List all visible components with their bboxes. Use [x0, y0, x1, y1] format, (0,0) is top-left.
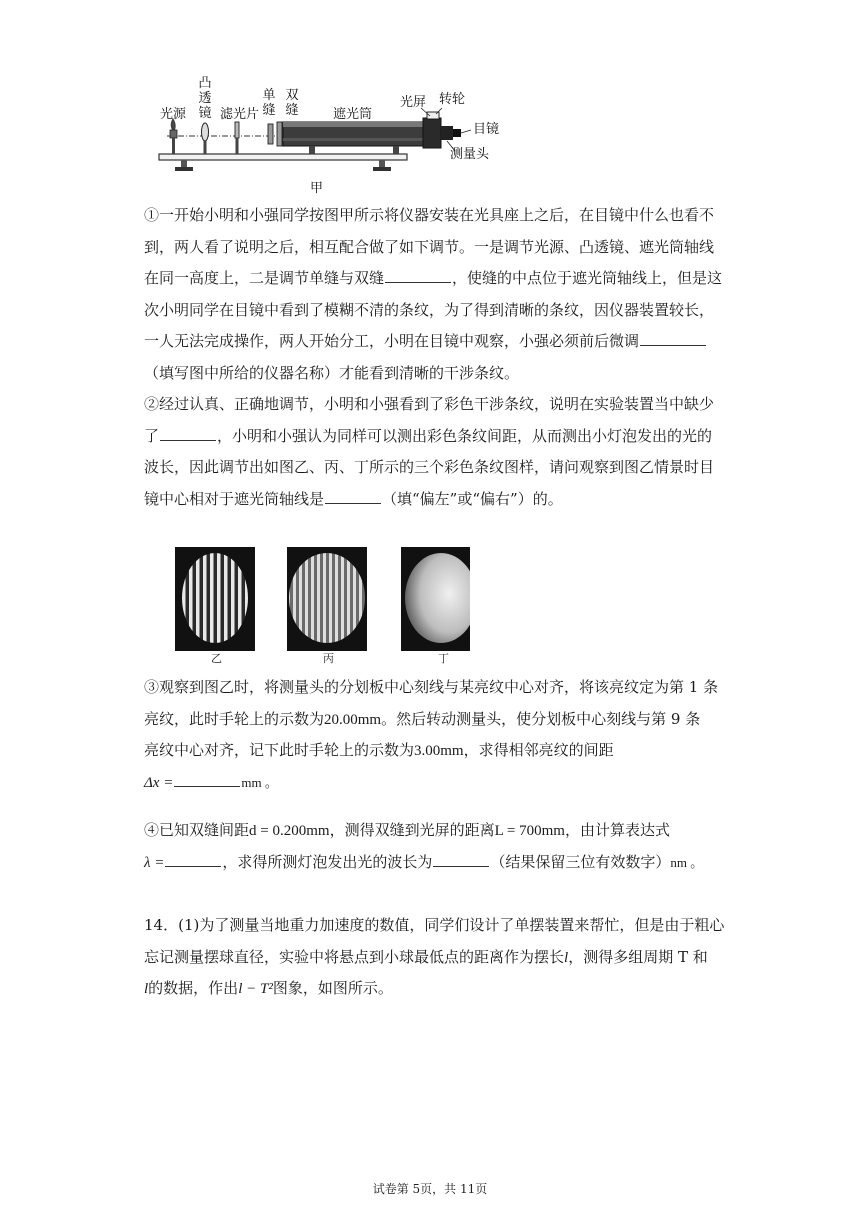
paragraph-1	[144, 200, 724, 389]
text-segment: ，由计算表达式	[564, 821, 670, 839]
text-line: ①一开始小明和小强同学按图甲所示将仪器安装在光具座上之后，在目镜中什么也看不	[144, 206, 715, 224]
text-segment: ，测得双缝到光屏的距离	[329, 821, 495, 839]
text-segment: ，使缝的中点位于遮光筒轴线上，但是这	[452, 269, 723, 287]
answer-blank	[165, 851, 221, 867]
text-line	[144, 942, 724, 974]
unit-mm: mm 。	[241, 774, 278, 790]
figure-jia	[155, 72, 515, 200]
figure-fringes	[170, 545, 470, 665]
answer-blank	[385, 267, 451, 283]
text-line: ②经过认真、正确地调节，小明和小强看到了彩色干涉条纹，说明在实验装置当中缺少	[144, 395, 715, 413]
fringe-image-ding	[401, 545, 470, 653]
text-segment: 的数据，作出	[148, 979, 239, 997]
text-line: 次小明同学在目镜中看到了模糊不清的条纹，为了得到清晰的条纹，因仪器装置较长，	[144, 300, 715, 319]
text-line: 14．(1)为了测量当地重力加速度的数值，同学们设计了单摆装置来帮忙，但是由于粗心	[144, 916, 725, 934]
text-line	[144, 704, 724, 736]
text-segment: （填“偏左”或“偏右”）的。	[382, 489, 563, 508]
answer-blank	[433, 851, 489, 867]
label-convex-lens: 凸透镜	[198, 76, 212, 121]
text-segment: ，求得相邻亮纹的间距	[463, 741, 614, 759]
text-line	[144, 973, 724, 1005]
text-line	[144, 735, 724, 767]
label-single-slit: 单缝	[262, 88, 276, 118]
figure-jia-caption: 甲	[310, 181, 324, 196]
value-reading-2: 3.00mm	[414, 743, 464, 759]
text-line: （填写图中所给的仪器名称）才能看到清晰的干涉条纹。	[144, 363, 520, 382]
symbol-l: l	[144, 981, 149, 997]
caption-yi: 乙	[211, 652, 222, 665]
symbol-l: l	[564, 949, 569, 966]
text-line	[144, 815, 724, 847]
caption-ding: 丁	[438, 652, 449, 665]
text-segment: ④已知双缝间距	[144, 821, 250, 839]
text-line	[144, 847, 724, 879]
paragraph-3	[144, 672, 724, 798]
text-segment: 图象，如图所示。	[272, 979, 393, 997]
label-eyepiece: 目镜	[473, 122, 500, 137]
fringe-image-bing	[287, 545, 367, 653]
fringe-images	[170, 545, 470, 653]
text-line	[144, 421, 724, 453]
text-segment: （结果保留三位有效数字）	[490, 852, 671, 871]
text-segment: 亮纹中心对齐，记下此时手轮上的示数为	[144, 741, 415, 759]
text-line	[144, 263, 724, 295]
label-tube: 遮光筒	[333, 107, 373, 122]
fringe-image-yi	[175, 545, 255, 653]
text-line	[144, 326, 724, 358]
text-segment: 了	[144, 426, 160, 445]
answer-blank	[160, 425, 216, 441]
text-segment: 忘记测量摆球直径，实验中将悬点到小球最低点的距离作为摆长	[144, 947, 565, 966]
text-line: ③观察到图乙时，将测量头的分划板中心刻线与某亮纹中心对齐，将该亮纹定为第 1 条	[144, 678, 719, 696]
text-segment: 一人无法完成操作，两人开始分工，小明在目镜中观察，小强必须前后微调	[144, 332, 640, 350]
text-segment: ，小明和小强认为同样可以测出彩色条纹间距，从而测出小灯泡发出的光的	[217, 426, 713, 445]
label-double-slit: 双缝	[285, 88, 299, 118]
text-line	[144, 767, 724, 799]
paragraph-4	[144, 815, 724, 878]
formula-l-T2: l − T²	[238, 981, 273, 997]
text-segment: 。然后转动测量头，使分划板中心刻线与第 9 条	[381, 709, 701, 728]
text-segment: 在同一高度上，二是调节单缝与双缝	[144, 269, 385, 287]
page-footer: 试卷第 5页，共 11页	[372, 1182, 488, 1196]
unit-nm: nm 。	[670, 854, 704, 870]
value-d: d = 0.200mm	[249, 823, 330, 839]
answer-blank	[640, 330, 706, 346]
text-line: 波长，因此调节出如图乙、丙、丁所示的三个彩色条纹图样，请问观察到图乙情景时目	[144, 458, 715, 476]
label-wheel: 转轮	[439, 92, 466, 107]
formula-lambda: λ =	[144, 854, 165, 871]
caption-bing: 丙	[323, 652, 334, 665]
answer-blank	[325, 488, 381, 504]
text-segment: ，求得所测灯泡发出光的波长为	[222, 852, 433, 871]
text-line	[144, 484, 724, 516]
label-filter: 滤光片	[220, 107, 260, 122]
value-L: L = 700mm	[494, 823, 565, 839]
text-segment: 亮纹，此时手轮上的示数为	[144, 709, 325, 728]
formula-delta-x: Δx =	[144, 774, 174, 791]
label-screen: 光屏	[400, 95, 427, 110]
text-line: 到，两人看了说明之后，相互配合做了如下调节。一是调节光源、凸透镜、遮光筒轴线	[144, 237, 715, 256]
question-14	[144, 910, 724, 1005]
text-segment: 镜中心相对于遮光筒轴线是	[144, 489, 325, 508]
label-measuring-head: 测量头	[450, 147, 490, 162]
answer-blank	[174, 771, 240, 787]
label-light-source: 光源	[160, 107, 187, 122]
paragraph-2	[144, 389, 724, 515]
value-reading-1: 20.00mm	[324, 711, 382, 728]
text-segment: ，测得多组周期 T 和	[568, 947, 708, 966]
